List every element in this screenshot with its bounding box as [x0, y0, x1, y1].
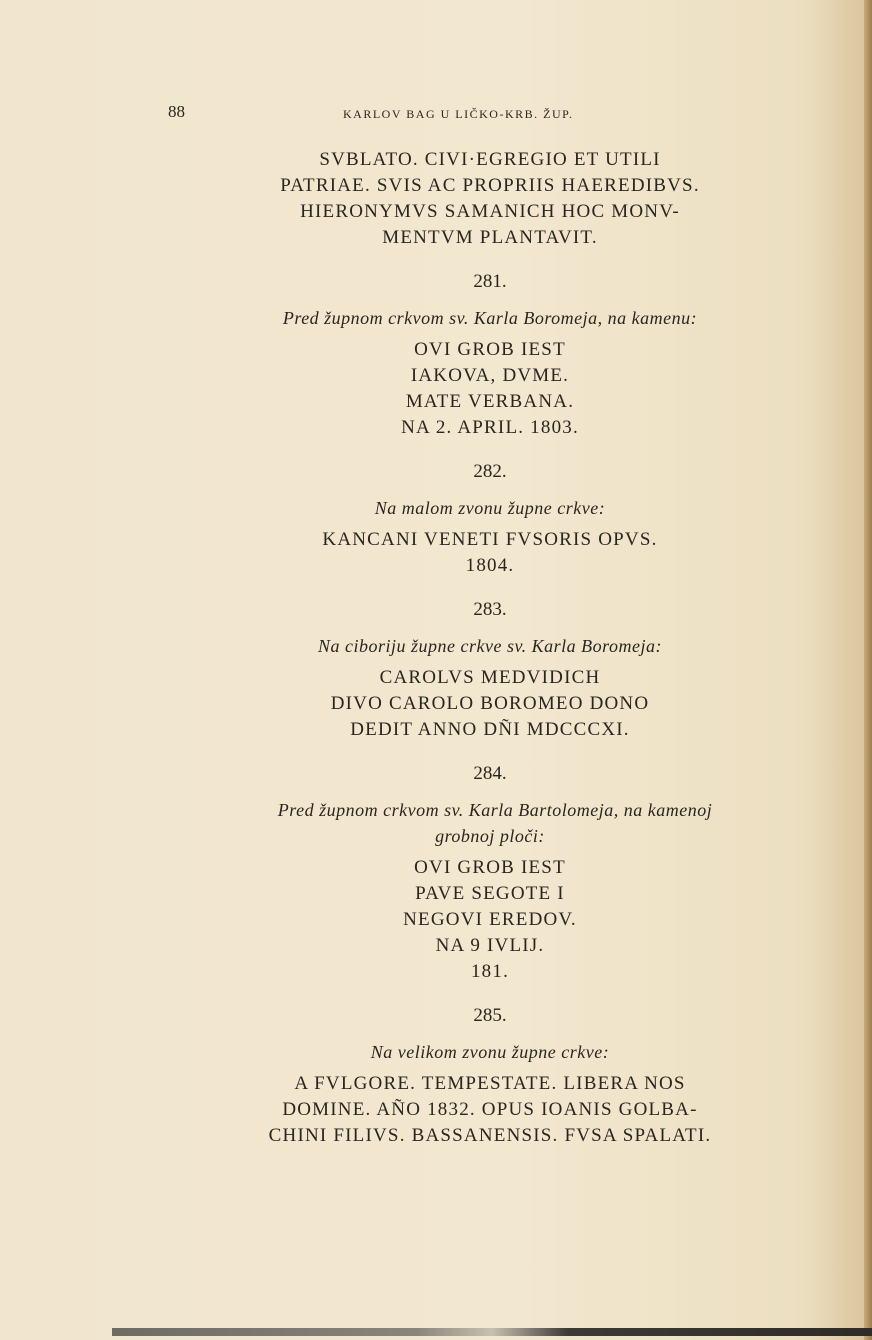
inscription-line: HIERONYMVS SAMANICH HOC MONV-	[300, 201, 680, 222]
inscription-line: MENTVM PLANTAVIT.	[382, 227, 598, 248]
inscription-line: NA 9 IVLIJ.	[435, 935, 545, 956]
inscription-line: DIVO CAROLO BOROMEO DONO	[330, 693, 650, 714]
inscription-line: PATRIAE. SVIS AC PROPRIIS HAEREDIBVS.	[280, 175, 700, 196]
entry-inscription-283	[210, 665, 770, 743]
inscription-line: 181.	[470, 961, 510, 982]
entry-caption: Pred župnom crkvom sv. Karla Bartolomeja, na kamenoj	[277, 800, 713, 820]
inscription-line: SVBLATO. CIVI·EGREGIO ET UTILI	[319, 149, 661, 170]
entry-number-283: 283.	[473, 599, 507, 620]
inscription-line: DOMINE. AÑO 1832. OPUS IOANIS GOLBA-	[282, 1099, 698, 1120]
inscription-line: NA 2. APRIL. 1803.	[401, 417, 579, 438]
entry-number-281: 281.	[473, 271, 507, 292]
entry-caption: Na ciboriju župne crkve sv. Karla Boromeja:	[318, 636, 662, 656]
entry-caption: Pred župnom crkvom sv. Karla Boromeja, na kamenu:	[282, 308, 698, 328]
entry-inscription-281	[210, 337, 770, 441]
inscription-line: OVI GROB IEST	[414, 339, 566, 360]
inscription-line: OVI GROB IEST	[414, 857, 566, 878]
inscription-line: DEDIT ANNO DÑI MDCCCXI.	[350, 719, 630, 740]
inscription-line: IAKOVA, DVME.	[410, 365, 570, 386]
inscription-line: 1804.	[465, 555, 515, 576]
inscription-line: MATE VERBANA.	[405, 391, 575, 412]
inscription-line: CAROLVS MEDVIDICH	[379, 667, 601, 688]
inscription-line: NEGOVI EREDOV.	[403, 909, 577, 930]
entry-inscription-285	[210, 1071, 770, 1149]
entry-number-284: 284.	[473, 763, 507, 784]
entry-inscription-282	[210, 527, 770, 579]
intro-inscription	[210, 147, 770, 251]
page-number: 88	[168, 102, 185, 121]
entry-number-282: 282.	[473, 461, 507, 482]
inscription-line: KANCANI VENETI FVSORIS OPVS.	[322, 529, 658, 550]
page-header	[168, 102, 628, 126]
entry-number-285: 285.	[473, 1005, 507, 1026]
inscription-line: A FVLGORE. TEMPESTATE. LIBERA NOS	[294, 1073, 686, 1094]
inscription-line: PAVE SEGOTE I	[415, 883, 565, 904]
entry-inscription-284	[210, 855, 770, 985]
inscription-line: CHINI FILIVS. BASSANENSIS. FVSA SPALATI.	[268, 1125, 712, 1146]
entry-caption: Na velikom zvonu župne crkve:	[370, 1042, 610, 1062]
scan-bottom-strip	[112, 1328, 872, 1336]
page-edge-shadow	[864, 0, 872, 1340]
running-head: KARLOV BAG U LIČKO-KRB. ŽUP.	[343, 107, 574, 121]
entry-caption: grobnoj ploči:	[435, 826, 545, 846]
page-content	[210, 147, 770, 1149]
entry-caption: Na malom zvonu župne crkve:	[374, 498, 606, 518]
